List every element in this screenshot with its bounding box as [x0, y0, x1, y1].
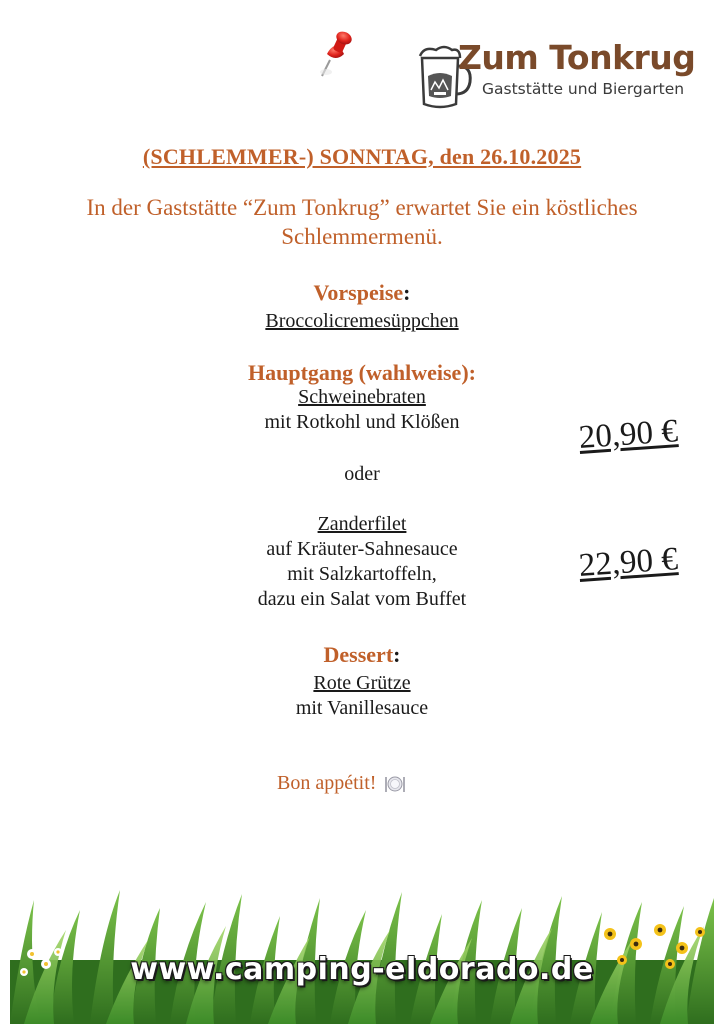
dessert-dish: Rote Grütze: [313, 672, 411, 694]
intro-line-2: Schlemmermenü.: [281, 224, 443, 249]
main-option-1-dish: Schweinebraten: [298, 386, 426, 408]
plate-cutlery-icon: [384, 773, 406, 795]
starter-heading: Vorspeise: [313, 280, 404, 305]
logo-subtitle: Gaststätte und Biergarten: [482, 80, 685, 98]
main-separator: oder: [344, 463, 380, 485]
starter-dish: Broccolicremesüppchen: [265, 310, 459, 332]
logo-name: Zum Tonkrug: [458, 38, 696, 77]
main-heading: Hauptgang (wahlweise):: [248, 360, 476, 385]
price-option-1: 20,90 €: [577, 413, 679, 456]
page-title: (SCHLEMMER-) SONNTAG, den 26.10.2025: [142, 144, 582, 169]
starter-section: Vorspeise: Broccolicremesüppchen: [0, 280, 724, 334]
closing-text: [277, 772, 406, 795]
main-option-2-line-1: auf Kräuter-Sahnesauce: [266, 538, 458, 560]
footer-url[interactable]: www.camping-eldorado.de: [130, 952, 594, 987]
intro-text: [40, 193, 684, 251]
restaurant-logo: [414, 38, 696, 112]
main-option-2-dish: Zanderfilet: [317, 513, 407, 535]
dessert-section: Dessert: Rote Grütze mit Vanillesauce: [0, 642, 724, 721]
main-option-2-line-3: dazu ein Salat vom Buffet: [257, 588, 467, 610]
main-option-1-sides: mit Rotkohl und Klößen: [264, 411, 460, 433]
pushpin-icon: [318, 30, 354, 80]
price-option-2: 22,90 €: [577, 541, 679, 584]
dessert-sauce: mit Vanillesauce: [295, 697, 429, 719]
dessert-heading: Dessert: [323, 642, 394, 667]
intro-line-1: In der Gaststätte “Zum Tonkrug” erwartet Sie ein köstliches: [86, 195, 638, 220]
bon-appetit: Bon appétit!: [277, 772, 377, 794]
main-option-2-line-2: mit Salzkartoffeln,: [287, 563, 437, 585]
